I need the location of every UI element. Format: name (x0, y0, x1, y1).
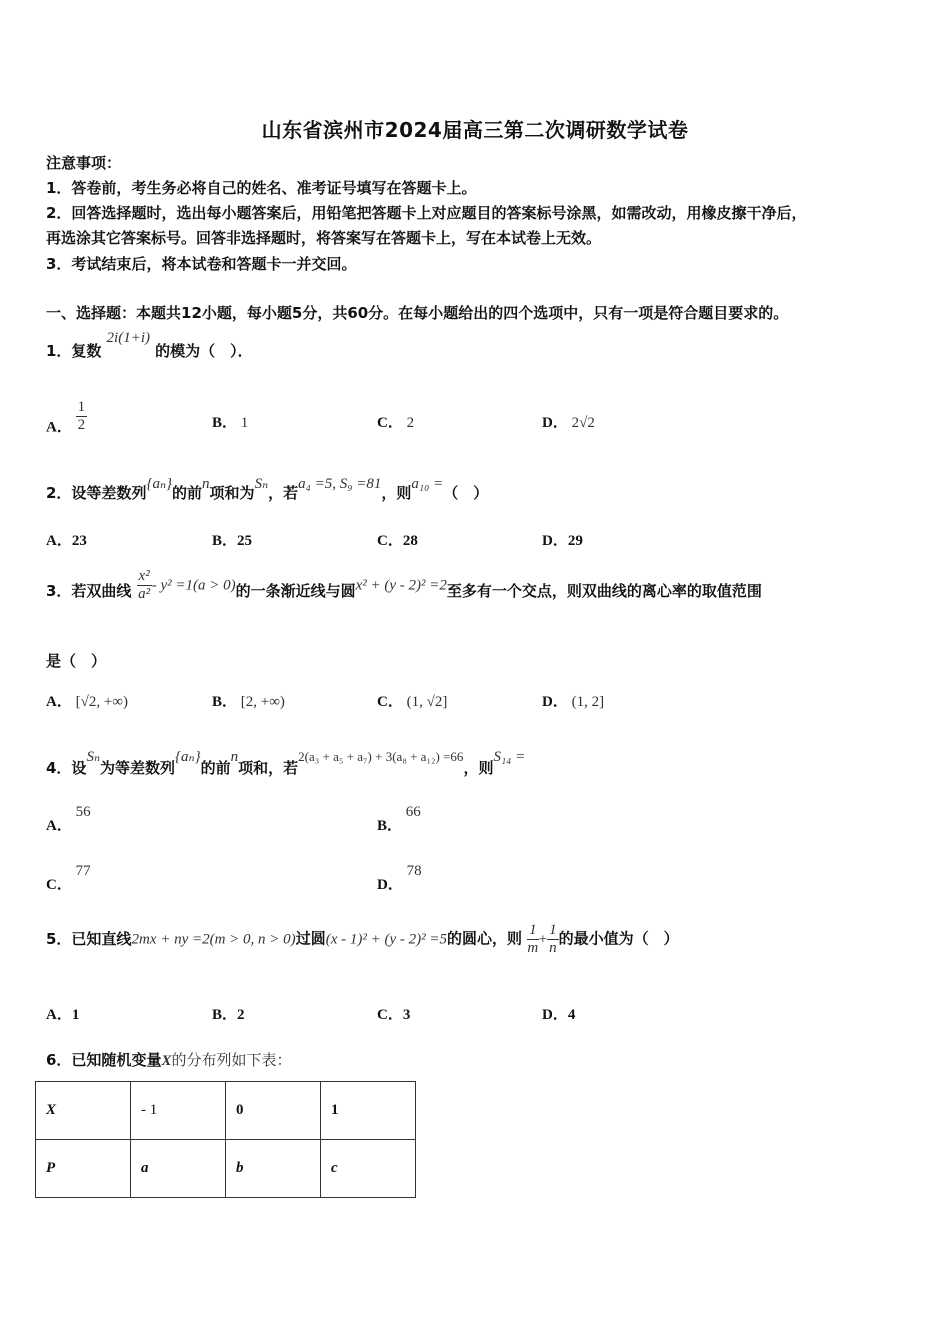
q4-sn: Sₙ (86, 749, 101, 765)
q4-option-c (46, 859, 91, 893)
q4-p2: 为等差数列 (100, 759, 176, 777)
q2-n: n (202, 476, 210, 492)
q4-target: S₁₄ = (493, 749, 526, 765)
q4-seq: {aₙ} (175, 749, 201, 765)
question-6 (46, 1049, 291, 1070)
table-cell: a (131, 1140, 226, 1198)
q4-b: 66 (405, 804, 421, 820)
q5-f1-den: m (527, 939, 539, 956)
q3-p3: 至多有一个交点，则双曲线的离心率的取值范围 (446, 581, 762, 600)
q4-n: n (230, 749, 239, 765)
page-title: 山东省滨州市2024届高三第二次调研数学试卷 (261, 118, 689, 142)
q1-label-c: C． (377, 415, 403, 431)
table-cell: b (226, 1140, 321, 1198)
q1-prefix: 1．复数 (46, 342, 102, 360)
q4-option-b (377, 800, 421, 834)
question-4 (46, 745, 526, 777)
q5-option-a (46, 1003, 79, 1024)
q4-label-b: B． (377, 818, 403, 834)
q5-label-b: B． (212, 1007, 238, 1023)
q3-d: (1, 2] (571, 694, 605, 710)
q5-d: 4 (567, 1007, 576, 1023)
q2-b: 25 (237, 533, 253, 549)
q2-option-c (377, 529, 418, 550)
question-2 (46, 472, 489, 502)
q5-f2-den: n (549, 939, 557, 956)
q4-d: 78 (406, 863, 422, 879)
q3-option-d (542, 690, 604, 711)
q5-f1-num: 1 (529, 922, 537, 938)
q2-d: 29 (567, 533, 583, 549)
q6-var: X (161, 1053, 172, 1069)
q4-cond: 2(a₃ + a₅ + a₇) + 3(a₈ + a₁₂) =66 (298, 749, 464, 764)
q5-option-b (212, 1003, 245, 1024)
q3-label-c: C． (377, 694, 403, 710)
q4-p5: ，则 (463, 759, 494, 777)
q3-circle: x² + (y - 2)² =2 (355, 577, 447, 594)
q3-c: (1, √2] (406, 694, 448, 710)
q1-a-fraction (76, 399, 88, 433)
q3-p1: 3．若双曲线 (46, 581, 132, 600)
q5-p3: 的圆心，则 (446, 929, 522, 948)
q2-p3: 项和为 (209, 484, 255, 502)
q1-suffix: 的模为（ ）． (155, 342, 253, 360)
q3-option-c (377, 690, 447, 711)
q2-p5: ，则 (381, 484, 412, 502)
q5-cond: (m > 0, n > 0) (209, 931, 296, 948)
q4-a: 56 (75, 804, 91, 820)
q4-c: 77 (75, 863, 91, 879)
q6-p2: 的分布列如下表： (171, 1053, 292, 1069)
q1-option-a (46, 399, 87, 445)
table-row (36, 1082, 416, 1140)
table-cell: 0 (226, 1082, 321, 1140)
q3-p2: 的一条渐近线与圆 (235, 581, 356, 600)
distribution-table (35, 1081, 416, 1198)
q2-a: 23 (71, 533, 87, 549)
q2-p1: 2．设等差数列 (46, 484, 147, 502)
q5-line: 2mx + ny =2 (131, 931, 210, 948)
q5-option-d (542, 1003, 575, 1024)
q1-b: 1 (240, 415, 249, 431)
q2-sn: Sₙ (254, 476, 269, 492)
q3-option-a (46, 690, 128, 711)
q5-f2-num: 1 (549, 922, 557, 938)
q3-hyp-rest: - y² =1(a > 0) (151, 577, 236, 594)
q1-label-a: A． (46, 419, 72, 436)
q3-b: [2, +∞) (240, 694, 285, 710)
q3-label-b: B． (212, 694, 238, 710)
q4-p1: 4．设 (46, 759, 87, 777)
q2-cond: a₄ =5, S₉ =81 (298, 476, 382, 492)
q1-d: 2√2 (571, 415, 595, 431)
q2-label-d: D． (542, 533, 568, 549)
q5-p4: 的最小值为（ ） (558, 929, 679, 948)
q2-label-c: C． (377, 533, 403, 549)
q1-option-d (542, 411, 595, 432)
table-cell: X (36, 1082, 131, 1140)
q2-seq: {aₙ} (146, 476, 173, 492)
q2-option-a (46, 529, 87, 550)
q2-target: a₁₀ = (411, 476, 444, 492)
table-cell: - 1 (131, 1082, 226, 1140)
q5-p2: 过圆 (295, 929, 326, 948)
q2-p6: （ ） (443, 484, 489, 502)
q5-p1: 5．已知直线 (46, 929, 132, 948)
q3-a: [√2, +∞) (75, 694, 128, 710)
q5-a: 1 (71, 1007, 80, 1023)
q4-option-d (377, 859, 422, 893)
q1-c: 2 (406, 415, 415, 431)
notice-item-3: 3．考试结束后，将本试卷和答题卡一并交回。 (46, 255, 357, 273)
table-cell: c (321, 1140, 416, 1198)
q1-label-d: D． (542, 415, 568, 431)
q2-p4: ，若 (268, 484, 299, 502)
q1-a-num: 1 (77, 399, 86, 415)
q5-b: 2 (237, 1007, 245, 1023)
section-heading: 一、选择题：本题共12小题，每小题5分，共60分。在每小题给出的四个选项中，只有一项是符合题目要求的。 (46, 304, 789, 322)
notice-item-2b: 再选涂其它答案标号。回答非选择题时，将答案写在答题卡上，写在本试卷上无效。 (46, 229, 602, 247)
q2-label-b: B． (212, 533, 238, 549)
question-5 (46, 922, 679, 956)
q5-label-c: C． (377, 1007, 403, 1023)
q1-expr: 2i(1+i) (106, 330, 150, 346)
q4-label-a: A． (46, 818, 72, 834)
q1-option-c (377, 411, 414, 432)
q3-label-d: D． (542, 694, 568, 710)
q3-label-a: A． (46, 694, 72, 710)
notice-item-1: 1．答卷前，考生务必将自己的姓名、准考证号填写在答题卡上。 (46, 179, 477, 197)
q2-c: 28 (402, 533, 418, 549)
q3-hyp-num: x² (138, 568, 150, 584)
q1-label-b: B． (212, 415, 238, 431)
q2-p2: 的前 (172, 484, 203, 502)
question-1 (46, 326, 253, 360)
q4-label-d: D． (377, 877, 403, 893)
table-cell: 1 (321, 1082, 416, 1140)
q4-p4: 项和，若 (238, 759, 299, 777)
q2-label-a: A． (46, 533, 72, 549)
q4-label-c: C． (46, 877, 72, 893)
q5-circle: (x - 1)² + (y - 2)² =5 (325, 931, 447, 948)
q5-label-d: D． (542, 1007, 568, 1023)
q5-c: 3 (402, 1007, 411, 1023)
q3-hyp-fraction (137, 568, 152, 602)
q1-a-den: 2 (77, 416, 86, 433)
q2-option-b (212, 529, 252, 550)
table-row (36, 1140, 416, 1198)
q5-fraction-1 (527, 922, 539, 956)
q5-option-c (377, 1003, 410, 1024)
notice-item-2a: 2．回答选择题时，选出每小题答案后，用铅笔把答题卡上对应题目的答案标号涂黑，如需改动，用橡皮擦干净后， (46, 204, 807, 222)
q5-fraction-2 (547, 922, 559, 956)
q1-option-b (212, 411, 248, 432)
q5-plus: + (538, 931, 548, 948)
q3-p4: 是（ ） (46, 652, 107, 670)
q4-p3: 的前 (200, 759, 231, 777)
question-3 (46, 568, 762, 602)
table-cell: P (36, 1140, 131, 1198)
q5-label-a: A． (46, 1007, 72, 1023)
q2-option-d (542, 529, 583, 550)
notice-heading: 注意事项： (46, 154, 122, 172)
q3-hyp-den: a² (138, 585, 151, 602)
q4-option-a (46, 800, 91, 834)
q3-option-b (212, 690, 285, 711)
q6-p1: 6．已知随机变量 (46, 1051, 162, 1069)
